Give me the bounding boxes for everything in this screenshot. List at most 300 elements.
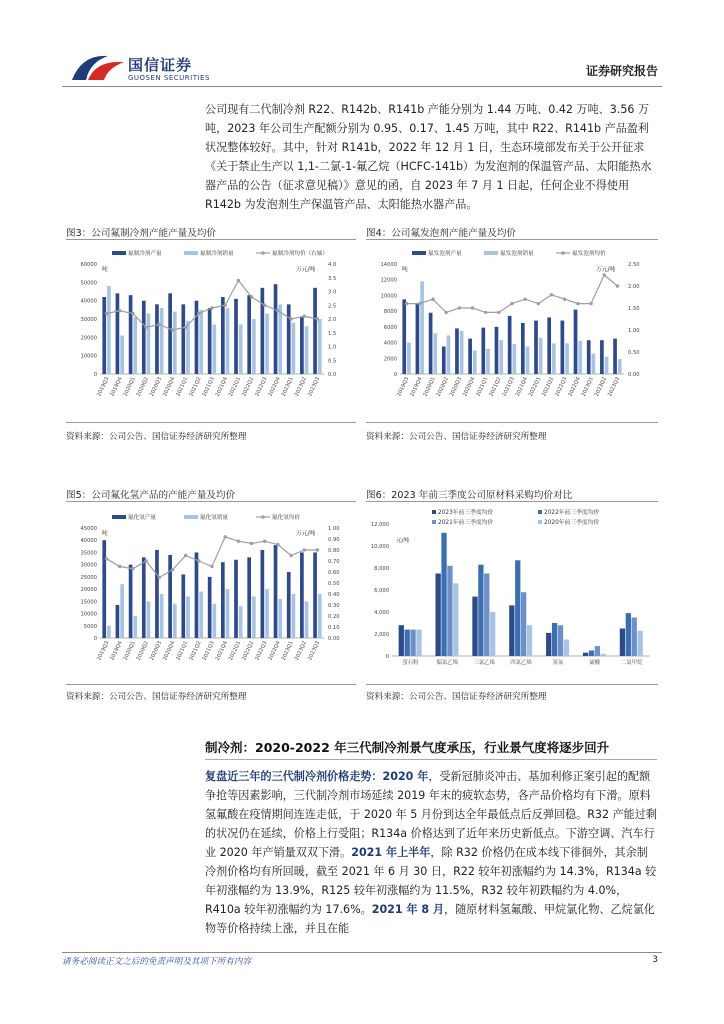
y-tick-label: 30000 [80,562,97,569]
y-tick-label: 10000 [80,353,97,360]
y-tick-label: 12000 [380,277,397,284]
bar-氟制冷剂产量 [313,288,317,374]
bar-氟发泡剂销量 [433,333,437,374]
x-tick-label: 2021Q2 [188,640,203,662]
bar-氟化氢销量 [239,606,243,638]
page-number: 3 [652,955,658,965]
avg-price-point [589,302,592,305]
y2-tick-label: 3.0 [328,289,337,296]
avg-price-point [316,317,319,320]
bar-氟发泡剂销量 [526,347,530,375]
avg-price-point [497,311,500,314]
y-tick-label: 12,000 [370,522,389,528]
legend-swatch [184,515,198,519]
bar-氟制冷剂产量 [116,293,120,374]
x-tick-label: 2022Q3 [254,640,269,662]
bar-氟发泡剂产量 [508,316,512,374]
bar-氟制冷剂销量 [199,310,203,374]
bar-氟化氢产量 [116,605,120,638]
left-unit: 元/吨 [396,538,410,544]
avg-price-point [523,298,526,301]
header-divider [62,86,662,87]
bar-氟化氢销量 [318,594,322,638]
bar-2021年前三季度均价 [595,646,600,656]
bar-氟制冷剂产量 [102,297,106,374]
x-tick-label: 2020Q1 [122,640,137,662]
x-tick-label: 2021Q1 [475,376,490,398]
bar-氟化氢销量 [147,601,151,638]
x-tick-label: 2021Q3 [201,376,216,398]
bar-2020年前三季度均价 [490,612,495,656]
x-tick-label: 2021Q2 [188,376,203,398]
avg-price-point [158,576,161,579]
y2-tick-label: 4.0 [328,262,337,268]
x-tick-label: 2023Q2 [293,640,309,662]
bar-氟化氢产量 [168,555,172,638]
bar-氟制冷剂产量 [155,304,159,374]
avg-price-point [537,302,540,305]
bar-氟发泡剂产量 [561,321,565,374]
left-unit: 吨 [402,267,408,273]
bar-2021年前三季度均价 [558,625,563,656]
bar-氟发泡剂产量 [416,303,420,374]
y2-tick-label: 2.00 [628,284,640,290]
avg-price-point [563,298,566,301]
bar-氟化氢产量 [274,545,278,638]
avg-price-point [576,302,579,305]
bar-氟制冷剂销量 [265,314,269,375]
bar-氟制冷剂销量 [226,308,230,374]
y2-tick-label: 0.80 [328,548,340,554]
fig3-chart [66,242,356,417]
bar-氟发泡剂销量 [473,350,477,374]
x-tick-label: 2022Q2 [241,640,256,662]
y2-tick-label: 3.5 [328,275,337,282]
bar-氟制冷剂销量 [133,317,137,374]
legend-swatch [484,251,498,255]
avg-price-point [118,565,121,568]
avg-price-point [184,554,187,557]
bar-氟制冷剂销量 [213,325,217,375]
legend-swatch [184,251,198,255]
fig3-source: 资料来源：公司公告、国信证券经济研究所整理 [66,432,247,442]
x-tick-label: 2022Q2 [241,376,256,398]
bar-2022年前三季度均价 [515,560,520,656]
avg-price-point [444,311,447,314]
avg-price-point [616,284,619,287]
bar-氟制冷剂产量 [142,301,146,374]
y-tick-label: 0 [393,372,397,378]
section-title: 制冷剂：2020-2022 年三代制冷剂景气度承压，行业景气度将逐步回升 [205,738,657,760]
bar-氟制冷剂销量 [305,326,309,374]
bar-氟制冷剂销量 [239,325,243,375]
y-tick-label: 4,000 [374,610,389,616]
x-tick-label: 2023Q3 [307,376,322,398]
avg-price-point [144,559,147,562]
bar-氟制冷剂销量 [252,319,256,374]
x-tick-label: 2021Q4 [214,640,229,662]
x-tick-label: 2023Q1 [580,376,595,398]
legend-swatch [432,510,436,514]
intro-paragraph: 公司现有二代制冷剂 R22、R142b、R141b 产能分别为 1.44 万吨、0.42 万吨、3.56 万吨，2023 年公司生产配额分别为 0.95、0.17、1.45 万吨，其中 R22、R141b 产品盈利状况整体较好。其中，针对 R141b，2022 年 12 月 1 日，生态环境部发布关于公开征求《关于禁止生产以 1,1-二氯-1-氟乙烷（HCFC-141b）为发泡剂的保温管产品、太阳能热水器产品的公告（征求意见稿）》意见的函，自 2023 年 7 月 1 日起，任何企业不得使用 R142b 为发泡剂生产保温管产品、太阳能热水器产品。 [205,103,652,211]
bar-2021年前三季度均价 [410,630,415,656]
x-tick-label: 2023Q2 [593,376,609,398]
bar-氟化氢销量 [226,589,230,638]
bar-氟化氢产量 [287,572,291,638]
avg-price-point [303,315,306,318]
bar-氟化氢产量 [181,574,185,638]
x-tick-label: 2020Q3 [148,640,164,662]
bar-氟制冷剂产量 [247,295,251,374]
y-tick-label: 0 [93,636,97,642]
avg-price-point [289,554,292,557]
bar-2020年前三季度均价 [601,654,606,656]
legend-swatch [538,510,542,514]
avg-price-point [131,567,134,570]
y-tick-label: 4000 [383,340,397,347]
y2-tick-label: 0.50 [328,581,340,587]
fig3-title: 图3：公司氟制冷剂产能产量及均价 [66,228,217,239]
fig4-bottom-line [366,422,658,423]
x-tick-label: 2021Q1 [175,376,190,398]
body-h3: 2021 年 8 月 [371,903,445,916]
bar-氟化氢产量 [300,552,304,638]
bar-氟化氢销量 [305,601,309,638]
x-tick-label: 2021Q4 [514,376,529,398]
bar-氟发泡剂产量 [613,339,617,374]
body-paragraph [205,767,657,938]
avg-price-point [276,309,279,312]
x-tick-label: 2019Q4 [109,640,124,662]
avg-price-point [131,312,134,315]
left-unit: 吨 [102,267,108,273]
fig6-title-line [366,501,658,502]
x-tick-label: 硫酸 [589,660,601,666]
bar-2022年前三季度均价 [626,613,631,656]
y-tick-label: 10,000 [370,544,389,550]
legend-label: 氟发泡剂均价 [572,251,606,257]
x-tick-label: 2019Q3 [96,640,111,662]
avg-price-point [471,306,474,309]
x-tick-label: 2020Q2 [135,376,150,398]
bar-氟化氢销量 [173,604,177,638]
bar-氟化氢产量 [247,557,251,638]
avg-price-point [303,548,306,551]
bar-氟发泡剂销量 [499,340,503,374]
legend-label: 氟化氢均价 [272,515,300,521]
legend-label: 氟发泡剂销量 [500,251,534,257]
bar-氟发泡剂销量 [513,344,517,374]
avg-price-point [250,542,253,545]
avg-price-point [171,328,174,331]
bar-2023年前三季度均价 [620,629,625,657]
bar-氟化氢产量 [221,562,225,638]
fig4-title: 图4：公司氟发泡剂产能产量及均价 [366,228,517,239]
bar-氟制冷剂产量 [181,304,185,374]
y2-tick-label: 0.50 [628,350,640,356]
bar-氟发泡剂产量 [442,347,446,375]
bar-2023年前三季度均价 [435,574,440,657]
bar-氟化氢销量 [133,616,137,638]
y2-tick-label: 1.0 [328,344,337,351]
avg-price-point [105,557,108,560]
legend-marker [261,251,265,255]
bar-氟发泡剂销量 [592,354,596,374]
bar-氟发泡剂销量 [618,359,622,374]
bar-氟发泡剂产量 [429,313,433,374]
x-tick-label: 2021Q3 [201,640,216,662]
bar-氟制冷剂销量 [120,336,124,375]
bar-氟发泡剂销量 [552,343,556,374]
bar-氟化氢产量 [208,577,212,638]
y-tick-label: 45000 [80,526,97,532]
bar-2020年前三季度均价 [453,583,458,656]
avg-price-point [210,306,213,309]
bar-氟化氢产量 [142,557,146,638]
bar-氟化氢产量 [313,552,317,638]
x-tick-label: 2023Q3 [607,376,622,398]
bar-氟化氢销量 [213,604,217,638]
legend-label: 氟发泡剂产量 [428,251,462,257]
x-tick-label: 2022Q1 [228,376,243,398]
report-type: 证券研究报告 [585,64,658,78]
y-tick-label: 2,000 [374,632,389,638]
bar-2023年前三季度均价 [472,597,477,656]
bar-氟化氢产量 [129,565,133,638]
bar-氟化氢销量 [120,584,124,638]
avg-price-point [510,302,513,305]
bar-氟制冷剂产量 [274,284,278,374]
x-tick-label: 氢氧 [552,660,564,666]
avg-price-point [316,548,319,551]
y-tick-label: 10000 [380,293,397,300]
y-tick-label: 8,000 [374,566,389,572]
body-s3: ，随原材料氢氟酸、甲烷氯化物、乙烷氯化物等价格持续上涨，并且在能 [205,903,655,935]
x-tick-label: 2019Q3 [396,376,411,398]
avg-price-point [289,317,292,320]
x-tick-label: 2021Q3 [501,376,516,398]
y2-tick-label: 0.20 [328,614,340,620]
body-lead: 复盘近三年的三代制冷剂价格走势：2020 年 [205,770,429,783]
body-s2: ，除 R32 价格仍在成本线下徘徊外，其余制冷剂价格均有所回暖，截至 2021 年 6 月 30 日，R22 较年初涨幅约为 14.3%，R134a 较年初涨幅约为 13.9%，R125 较年初涨幅约为 11.5%，R32 较年初跌幅约为 4.0%，R410a 较年初涨幅约为 17.6%。 [205,846,657,916]
avg-price-point [458,306,461,309]
bar-氟制冷剂产量 [195,301,199,374]
bar-氟化氢销量 [278,599,282,638]
avg-price-point [237,279,240,282]
fig4-source: 资料来源：公司公告、国信证券经济研究所整理 [366,432,547,442]
bar-氟制冷剂销量 [160,308,164,374]
bar-2021年前三季度均价 [521,592,526,656]
x-tick-label: 二氯甲烷 [620,660,643,666]
x-tick-label: 萤石粉 [402,660,419,666]
avg-price-point [405,302,408,305]
bar-氟化氢销量 [199,592,203,638]
bar-氟发泡剂产量 [468,339,472,374]
bar-2023年前三季度均价 [546,633,551,656]
bar-氟制冷剂销量 [173,312,177,374]
bar-2020年前三季度均价 [527,625,532,656]
bar-氟制冷剂销量 [107,286,111,374]
avg-price-point [197,312,200,315]
x-tick-label: 三氯乙烯 [473,660,495,666]
fig4-title-line [366,239,658,240]
bar-氟发泡剂产量 [521,323,525,374]
avg-price-point [105,312,108,315]
y2-tick-label: 1.00 [328,526,340,532]
legend-label: 氟制冷剂产量 [128,251,162,257]
bar-2023年前三季度均价 [399,625,404,656]
avg-price-line [407,275,618,312]
avg-price-point [418,302,421,305]
x-tick-label: 2023Q3 [307,640,322,662]
bar-2022年前三季度均价 [478,565,483,656]
y-tick-label: 2000 [383,356,397,363]
avg-price-line [107,281,318,331]
y2-tick-label: 1.50 [628,306,640,312]
avg-price-point [263,540,266,543]
avg-price-point [223,535,226,538]
fig3-bottom-line [66,422,356,423]
bar-氟制冷剂产量 [261,288,265,374]
avg-price-point [263,304,266,307]
legend-label: 氟制冷剂销量 [200,251,234,257]
x-tick-label: 2023Q2 [293,376,309,398]
legend-marker [261,515,265,519]
y2-tick-label: 0.5 [328,358,337,365]
bar-氟发泡剂销量 [420,281,424,374]
y2-tick-label: 0.00 [628,372,640,378]
bar-2021年前三季度均价 [447,566,452,656]
bar-氟制冷剂产量 [129,295,133,374]
y2-tick-label: 0.70 [328,559,340,565]
y-tick-label: 8000 [383,309,397,316]
body-s1: ，受新冠肺炎冲击、基加利修正案引起的配额争抢等因素影响，三代制冷剂市场延续 2019 年末的疲软态势，各产品价格均有下滑。原料氢氟酸在疫情期间连连走低，于 2020 年 5 月份到达全年最低点后反弹回稳。R32 产能过剩的状况仍在延续，价格上行受阻；R134a 价格达到了近年来历史新低点。下游空调、汽车行业 2020 年产销量双双下滑。 [205,770,657,859]
avg-price-point [276,543,279,546]
bar-氟制冷剂销量 [186,321,190,374]
fig5-chart [66,506,356,681]
y2-tick-label: 0.30 [328,603,340,609]
avg-price-point [484,311,487,314]
x-tick-label: 2020Q4 [162,640,177,662]
bar-氟化氢产量 [234,560,238,638]
y-tick-label: 6000 [383,324,397,331]
bar-2022年前三季度均价 [441,533,446,656]
y-tick-label: 40000 [80,298,97,305]
y-tick-label: 25000 [80,574,97,581]
y2-tick-label: 0.10 [328,625,340,631]
y-tick-label: 10000 [80,611,97,618]
legend-marker [561,251,565,255]
x-tick-label: 2022Q4 [267,376,282,398]
bar-氟发泡剂销量 [605,357,609,374]
fig5-title: 图5：公司氟化氢产品的产能产量及均价 [66,490,236,501]
bar-氟发泡剂产量 [534,321,538,374]
bar-2023年前三季度均价 [583,653,588,656]
avg-price-point [210,565,213,568]
x-tick-label: 2020Q1 [422,376,437,398]
fig5-source: 资料来源：公司公告、国信证券经济研究所整理 [66,692,247,702]
x-tick-label: 2022Q4 [567,376,582,398]
avg-price-point [184,326,187,329]
bar-氟制冷剂产量 [208,308,212,374]
x-tick-label: 2020Q2 [135,640,150,662]
y-tick-label: 20000 [80,587,97,594]
body-h2: 2021 年上半年 [351,846,431,859]
x-tick-label: 2019Q4 [109,376,124,398]
bar-氟发泡剂产量 [587,340,591,374]
x-tick-label: 2020Q3 [148,376,164,398]
bar-氟化氢销量 [160,594,164,638]
bar-氟制冷剂产量 [168,293,172,374]
right-unit: 万元/吨 [296,531,316,537]
legend-label: 氟化氢销量 [200,515,228,521]
right-unit: 万元/吨 [296,267,316,273]
bar-氟化氢销量 [265,589,269,638]
legend-label: 氟制冷剂均价（右轴） [272,251,328,257]
avg-price-point [603,273,606,276]
legend-swatch [112,251,126,255]
y2-tick-label: 0.0 [328,372,337,378]
avg-price-point [197,559,200,562]
y-tick-label: 14000 [380,262,397,268]
fig3-title-line [66,239,356,240]
bar-氟发泡剂销量 [460,331,464,374]
legend-swatch [538,520,542,524]
bar-氟发泡剂产量 [547,317,551,374]
avg-price-point [144,326,147,329]
bar-氟化氢销量 [107,626,111,638]
y-tick-label: 0 [385,654,389,660]
fig6-bottom-line [366,684,658,685]
bar-氟化氢产量 [195,552,199,638]
avg-price-point [250,295,253,298]
bar-氟发泡剂销量 [407,343,411,374]
y-tick-label: 50000 [80,280,97,287]
y-tick-label: 20000 [80,335,97,342]
x-tick-label: 2020Q2 [435,376,450,398]
bar-氟发泡剂产量 [600,340,604,374]
avg-price-line [107,537,318,578]
bar-氟发泡剂销量 [486,349,490,374]
y-tick-label: 60000 [80,262,97,268]
guosen-logo-icon [68,50,128,84]
y-tick-label: 35000 [80,550,97,557]
legend-swatch [432,520,436,524]
bar-2021年前三季度均价 [484,574,489,657]
x-tick-label: 2020Q1 [122,376,137,398]
x-tick-label: 2022Q1 [528,376,543,398]
x-tick-label: 2019Q3 [96,376,111,398]
bar-氟制冷剂销量 [147,314,151,375]
y2-tick-label: 2.0 [328,317,337,323]
logo-name-en: GUOSEN SECURITIES [128,74,210,82]
y2-tick-label: 0.60 [328,570,340,576]
y2-tick-label: 2.5 [328,303,337,310]
bar-氟制冷剂销量 [278,304,282,374]
y2-tick-label: 0.00 [328,636,340,642]
bar-氟制冷剂产量 [300,317,304,374]
bar-氟制冷剂销量 [318,319,322,374]
x-tick-label: 2022Q3 [254,376,269,398]
bar-氟发泡剂产量 [455,328,459,374]
fig4-chart [366,242,658,417]
y2-tick-label: 0.90 [328,537,340,543]
x-tick-label: 2023Q1 [280,376,295,398]
legend-label: 氟化氢产量 [128,515,156,521]
x-tick-label: 2020Q4 [162,376,177,398]
y-tick-label: 0 [93,372,97,378]
y2-tick-label: 0.40 [328,592,340,598]
